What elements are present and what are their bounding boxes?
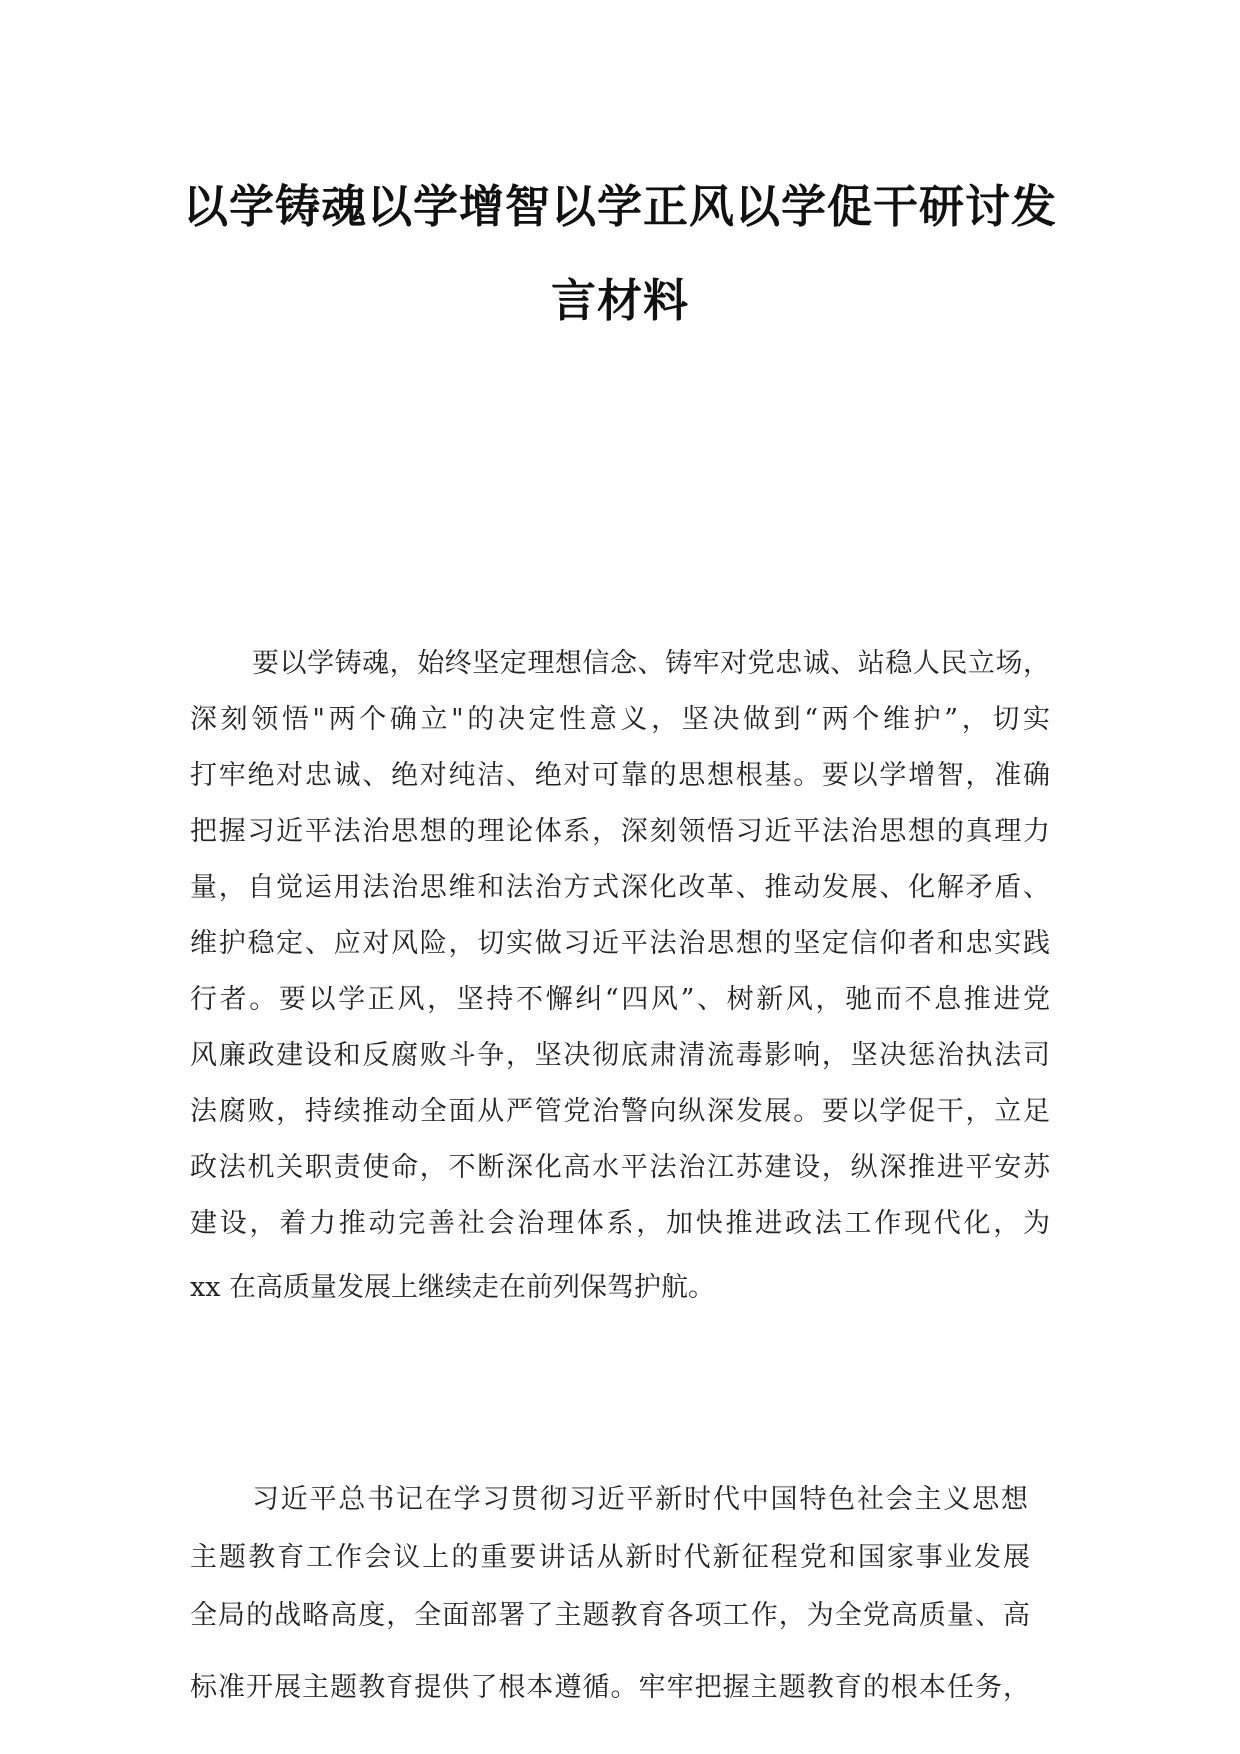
- paragraph-line: 把握习近平法治思想的理论体系，深刻领悟习近平法治思想的真理力: [190, 816, 1050, 847]
- paragraph-line: 建设，着力推动完善社会治理体系，加快推进政法工作现代化，为: [190, 1208, 1050, 1239]
- paragraph-line: 全局的战略高度，全面部署了主题教育各项工作，为全党高质量、高: [190, 1600, 1030, 1631]
- document-title-line-1: 以学铸魂以学增智以学正风以学促干研讨发: [182, 180, 1057, 233]
- paragraph-line: 政法机关职责使命，不断深化高水平法治江苏建设，纵深推进平安苏: [190, 1152, 1050, 1183]
- paragraph-line: 标准开展主题教育提供了根本遵循。牢牢把握主题教育的根本任务，: [190, 1672, 1030, 1703]
- paragraph-line: 法腐败，持续推动全面从严管党治警向纵深发展。要以学促干，立足: [190, 1096, 1050, 1127]
- paragraph-line: 习近平总书记在学习贯彻习近平新时代中国特色社会主义思想: [252, 1484, 1028, 1515]
- document-title-line-2: 言材料: [550, 274, 689, 327]
- paragraph-line: 量，自觉运用法治思维和法治方式深化改革、推动发展、化解矛盾、: [190, 872, 1050, 903]
- paragraph-line: 要以学铸魂，始终坚定理想信念、铸牢对党忠诚、站稳人民立场，: [252, 648, 1050, 679]
- paragraph-line: 深刻领悟"两个确立"的决定性意义，坚决做到“两个维护”，切实: [190, 704, 1050, 735]
- paragraph-line: 行者。要以学正风，坚持不懈纠“四风”、树新风，驰而不息推进党: [190, 984, 1050, 1015]
- paragraph-line: 风廉政建设和反腐败斗争，坚决彻底肃清流毒影响，坚决惩治执法司: [190, 1040, 1050, 1071]
- paragraph-line: 主题教育工作会议上的重要讲话从新时代新征程党和国家事业发展: [190, 1542, 1030, 1573]
- paragraph-line: 维护稳定、应对风险，切实做习近平法治思想的坚定信仰者和忠实践: [190, 928, 1050, 959]
- paragraph-line: xx 在高质量发展上继续走在前列保驾护航。: [190, 1272, 716, 1303]
- paragraph-line: 打牢绝对忠诚、绝对纯洁、绝对可靠的思想根基。要以学增智，准确: [190, 760, 1050, 791]
